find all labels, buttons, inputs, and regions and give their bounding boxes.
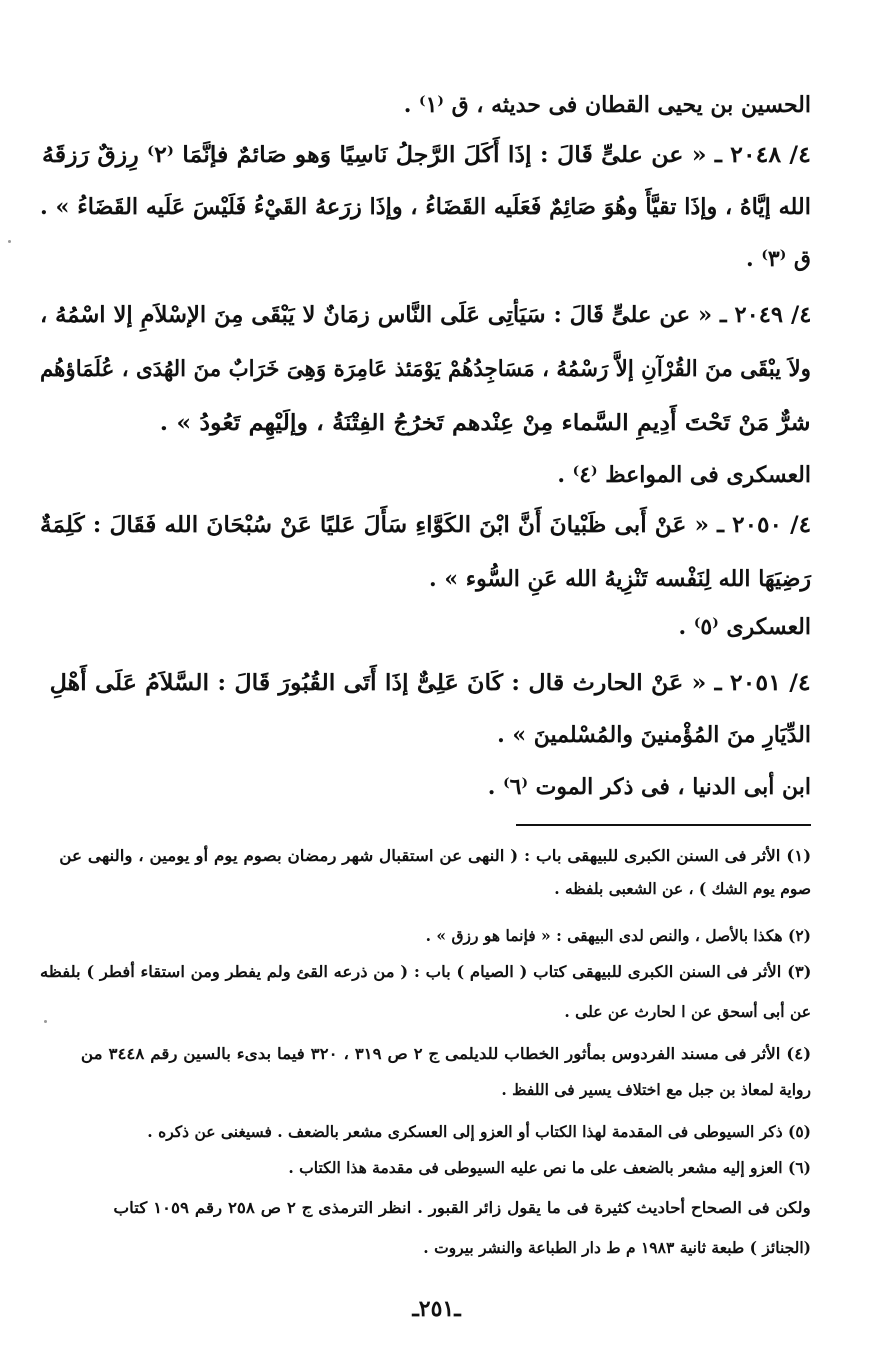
- footnote-line: ولكن فى الصحاح أحاديث كثيرة فى ما يقول زائر القبور . انظر الترمذى ج ٢ ص ٢٥٨ رقم ١٠٥٩ كتاب: [113, 1198, 811, 1217]
- text-line: ٤/ ٢٠٥٠ ـ « عَنْ أَبى ظَبْيانَ أَنَّ ابْنَ الكَوَّاءِ سَأَلَ عَليًا عَنْ سُبْحَانَ الله فَقَالَ : كَلِمَةٌ: [39, 512, 811, 538]
- footnote-line: (الجنائز ) طبعة ثانية ١٩٨٣ م ط دار الطباعة والنشر بيروت .: [423, 1238, 811, 1257]
- text-line: العسكرى ⁽٥⁾ .: [678, 614, 811, 640]
- footnote-line: رواية لمعاذ بن جبل مع اختلاف يسير فى اللفظ .: [501, 1080, 811, 1099]
- footnote-line: (٥) ذكر السيوطى فى المقدمة لهذا الكتاب أو العزو إلى العسكرى مشعر بالضعف . فسيغنى عن ذكره .: [147, 1122, 811, 1141]
- text-line: الله إيَّاهُ ، وإذَا تقيَّأَ وهُوَ صَائِمٌ فَعَلَيه القَضَاءُ ، وإذَا زرَعهُ القَيْءُ فَلَيْسَ عَلَيه القَضَاءُ » .: [40, 194, 811, 220]
- footnote-line: (٦) العزو إليه مشعر بالضعف على ما نص عليه السيوطى فى مقدمة هذا الكتاب .: [288, 1158, 811, 1177]
- footnote-line: (٤) الأثر فى مسند الفردوس بمأثور الخطاب للديلمى ج ٢ ص ٣١٩ ، ٣٢٠ فيما بدىء بالسين رقم ٣٤٤٨ من: [80, 1044, 811, 1063]
- footnote-separator: [516, 824, 811, 826]
- footnote-line: صوم يوم الشك ) ، عن الشعبى بلفظه .: [554, 879, 811, 898]
- text-line: ابن أبى الدنيا ، فى ذكر الموت ⁽٦⁾ .: [487, 774, 811, 800]
- text-line: الحسين بن يحيى القطان فى حديثه ، ق ⁽١⁾ .: [403, 92, 811, 118]
- footnote-line: (١) الأثر فى السنن الكبرى للبيهقى باب : ( النهى عن استقبال شهر رمضان بصوم يوم أو يومين ، والنهى عن: [59, 846, 811, 865]
- text-line: الدِّيَارِ منَ المُؤْمنينَ والمُسْلمينَ » .: [497, 722, 811, 748]
- footnote-line: عن أبى أسحق عن ا لحارث عن على .: [564, 1002, 811, 1021]
- text-line: ولاَ يبْقَى منَ القُرْآنِ إلاَّ رَسْمُهُ ، مَسَاجِدُهُمْ يَوْمَئذ عَامِرَة وَهِىَ خَرَابٌ منَ الهُدَى ، عُلَمَاؤهُم: [40, 356, 811, 382]
- text-line: ٤/ ٢٠٤٨ ـ « عن علىٍّ قَالَ : إذَا أَكَلَ الرَّجلُ نَاسِيًا وَهو صَائمٌ فإنَّمَا ⁽٢⁾ رِزقٌ رَزقَهُ: [42, 142, 811, 168]
- text-line: ٤/ ٢٠٤٩ ـ « عن علىٍّ قَالَ : سَيَأتِى عَلَى النَّاس زمَانٌ لا يَبْقَى مِنَ الإسْلاَمِ إلا اسْمُهُ ،: [39, 302, 811, 328]
- page-number: ـ٢٥١ـ: [412, 1296, 461, 1322]
- text-line: العسكرى فى المواعظ ⁽٤⁾ .: [557, 462, 811, 488]
- scan-speck: [44, 1020, 47, 1023]
- text-line: شرٌّ مَنْ تَحْتَ أَدِيمِ السَّماء مِنْ عِنْدهم تَخرُجُ الفِتْنَةُ ، وإلَيْهِم تَعُودُ » .: [160, 410, 811, 436]
- footnote-line: (٢) هكذا بالأصل ، والنص لدى البيهقى : « فإنما هو رزق » .: [425, 926, 811, 945]
- scan-speck: [8, 240, 11, 243]
- text-line: رَضِيَهَا الله لِنَفْسه تَنْزِيهُ الله عَنِ السُّوء » .: [429, 566, 811, 592]
- footnote-line: (٣) الأثر فى السنن الكبرى للبيهقى كتاب ( الصيام ) باب : ( من ذرعه القئ ولم يفطر ومن استقاء أفطر ) بلفظه: [39, 962, 811, 981]
- text-line: ق ⁽٣⁾ .: [746, 246, 811, 272]
- text-line: ٤/ ٢٠٥١ ـ « عَنْ الحارث قال : كَانَ عَلِىٌّ إذَا أَتَى القُبُورَ قَالَ : السَّلاَمُ عَلَى أَهْلِ: [49, 670, 811, 696]
